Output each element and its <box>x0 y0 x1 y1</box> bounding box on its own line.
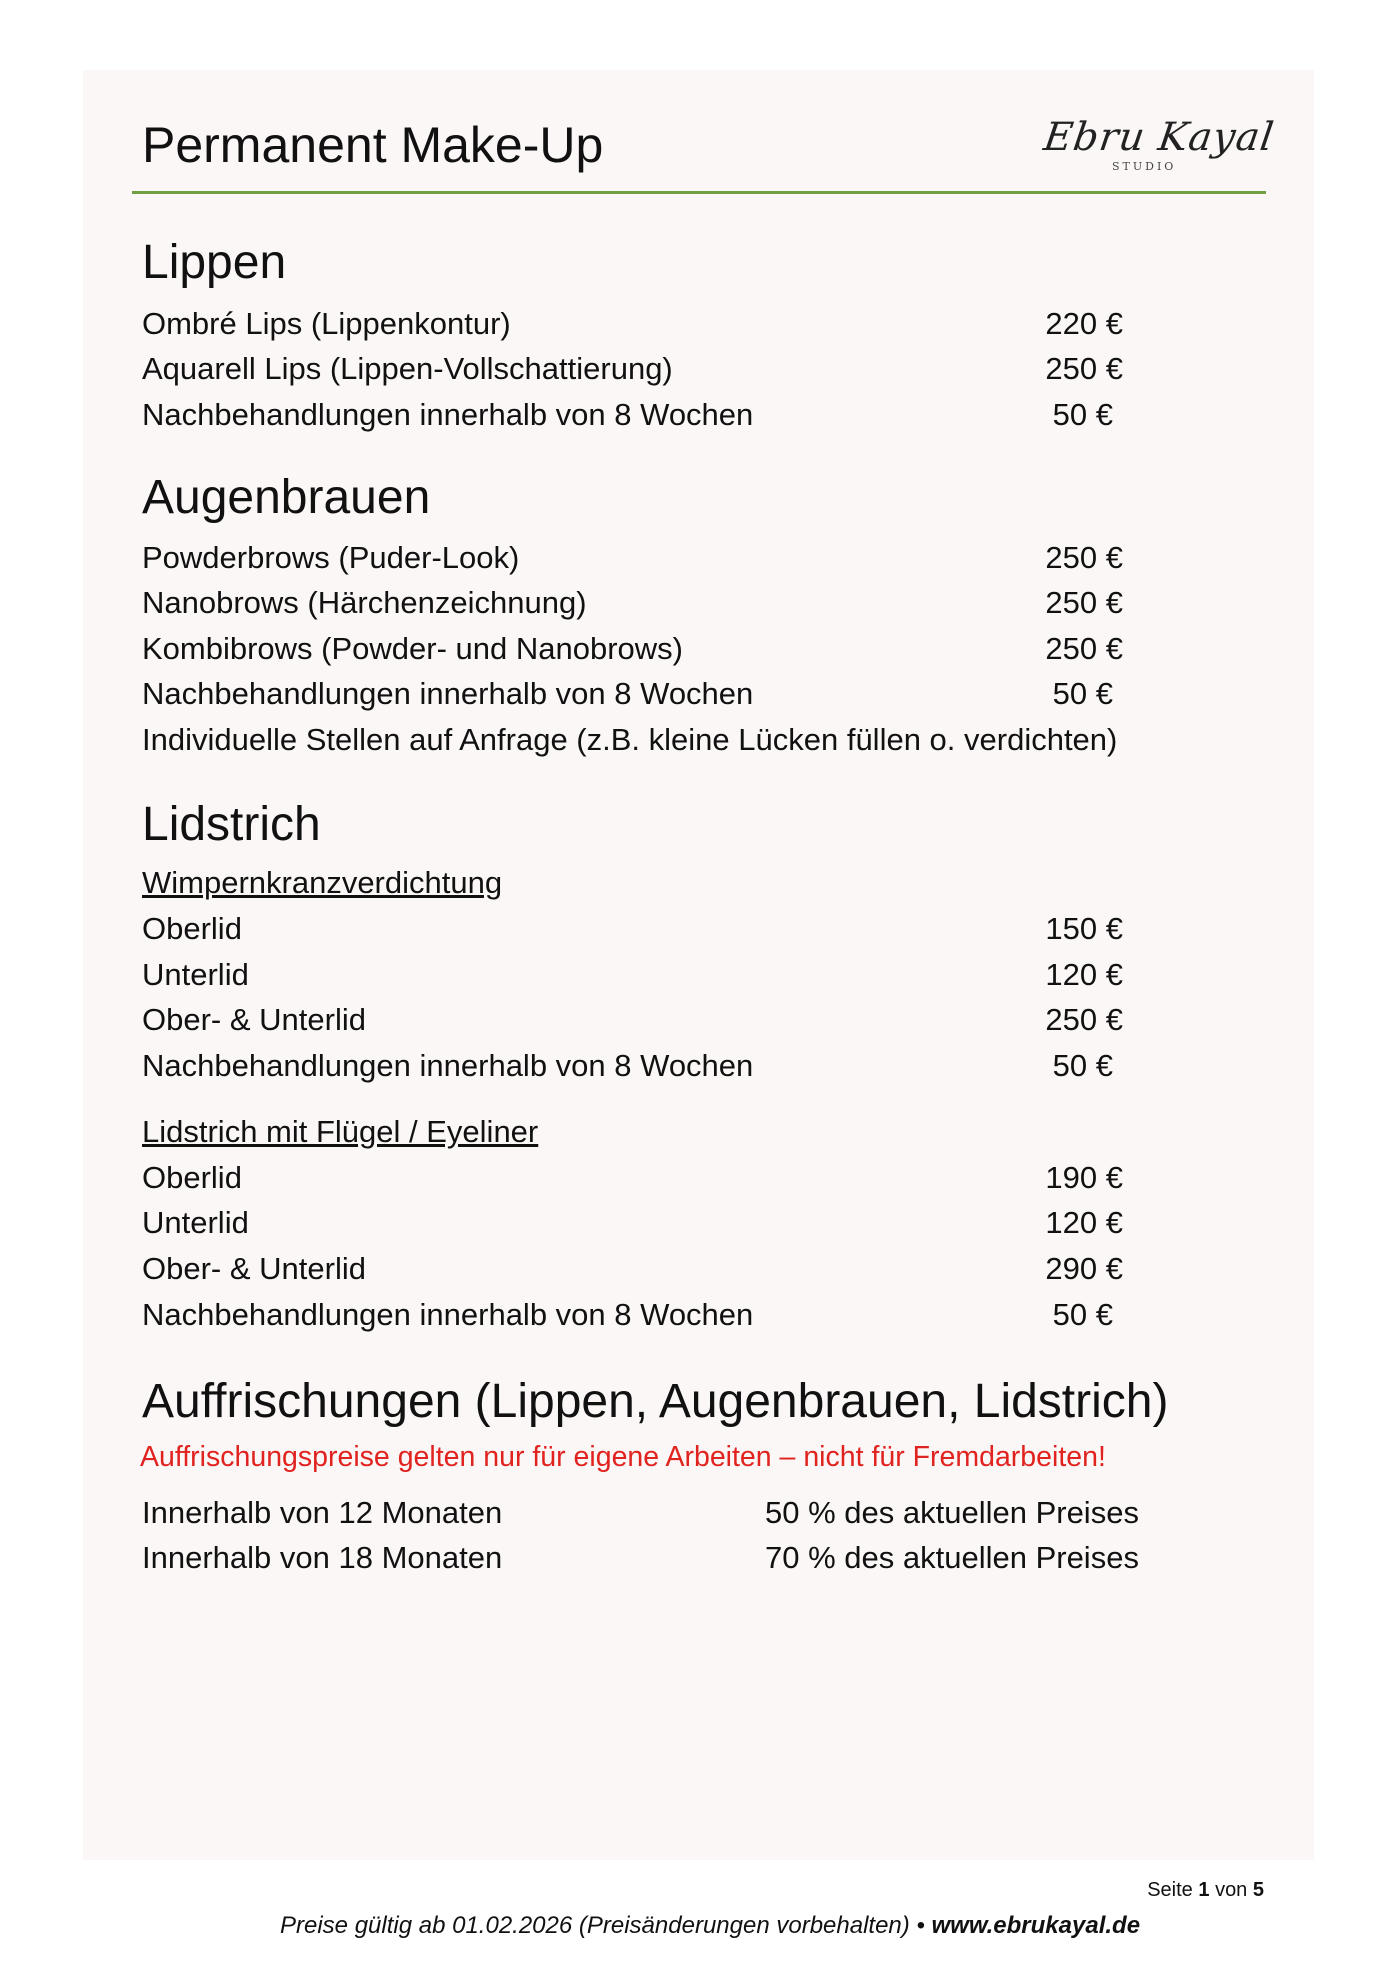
page-total: 5 <box>1252 1879 1264 1901</box>
price-row <box>142 909 1142 949</box>
website-link[interactable]: www.ebrukayal.de <box>931 1912 1141 1939</box>
service-label: Nachbehandlungen innerhalb von 8 Wochen <box>142 1297 754 1332</box>
service-label: Nachbehandlungen innerhalb von 8 Wochen <box>142 1048 754 1083</box>
service-price: 220 € <box>1045 306 1123 341</box>
logo-subtitle: STUDIO <box>1112 160 1177 173</box>
auffrischung-warning: Auffrischungspreise gelten nur für eigene Arbeiten – nicht für Fremdarbeiten! <box>140 1441 1106 1473</box>
service-price: 250 € <box>1045 351 1123 386</box>
price-row <box>142 1000 1142 1040</box>
page-current: 1 <box>1198 1879 1210 1901</box>
service-label: Nachbehandlungen innerhalb von 8 Wochen <box>142 676 754 711</box>
service-label: Unterlid <box>142 1205 249 1240</box>
service-price: 290 € <box>1045 1251 1123 1286</box>
service-label: Kombibrows (Powder- und Nanobrows) <box>142 631 684 666</box>
augenbrauen-note: Individuelle Stellen auf Anfrage (z.B. kleine Lücken füllen o. verdichten) <box>142 722 1118 757</box>
service-price: 150 € <box>1045 911 1123 946</box>
price-row <box>142 395 1142 435</box>
page-prefix: Seite <box>1147 1879 1193 1901</box>
page-indicator <box>1147 1877 1264 1903</box>
service-label: Nanobrows (Härchenzeichnung) <box>142 585 587 620</box>
price-row <box>142 629 1142 669</box>
service-label: Unterlid <box>142 957 249 992</box>
subheading-eyeliner: Lidstrich mit Flügel / Eyeliner <box>142 1114 539 1149</box>
refresh-row <box>142 1538 1142 1578</box>
service-price: 190 € <box>1045 1160 1123 1195</box>
subheading-wimpernkranz: Wimpernkranzverdichtung <box>142 865 503 900</box>
price-row <box>142 349 1142 389</box>
refresh-value: 70 % des aktuellen Preises <box>765 1540 1139 1575</box>
service-price: 250 € <box>1045 540 1123 575</box>
title-divider <box>132 191 1266 194</box>
service-label: Oberlid <box>142 1160 242 1195</box>
section-heading-auffrischungen: Auffrischungen (Lippen, Augenbrauen, Lidstrich) <box>142 1375 1169 1428</box>
service-price: 50 € <box>1052 1297 1113 1332</box>
service-price: 50 € <box>1052 1048 1113 1083</box>
service-label: Ober- & Unterlid <box>142 1002 366 1037</box>
logo-script: Ebru Kayal <box>1040 115 1277 160</box>
bullet-separator: • <box>916 1912 925 1939</box>
price-row <box>142 1295 1142 1335</box>
service-label: Ober- & Unterlid <box>142 1251 366 1286</box>
note-row <box>142 720 1142 760</box>
service-label: Nachbehandlungen innerhalb von 8 Wochen <box>142 397 754 432</box>
validity-note: Preise gültig ab 01.02.2026 (Preisänderungen vorbehalten) <box>280 1912 910 1939</box>
footer-line <box>280 1911 1140 1941</box>
price-row <box>142 1249 1142 1289</box>
price-row <box>142 1158 1142 1198</box>
price-row <box>142 1203 1142 1243</box>
price-row <box>142 538 1142 578</box>
refresh-value: 50 % des aktuellen Preises <box>765 1495 1139 1530</box>
price-row <box>142 1046 1142 1086</box>
studio-logo <box>1040 110 1277 180</box>
service-price: 120 € <box>1045 1205 1123 1240</box>
service-price: 250 € <box>1045 585 1123 620</box>
service-label: Aquarell Lips (Lippen-Vollschattierung) <box>142 351 673 386</box>
service-price: 50 € <box>1052 397 1113 432</box>
service-label: Oberlid <box>142 911 242 946</box>
section-heading-lidstrich: Lidstrich <box>142 798 321 851</box>
service-price: 50 € <box>1052 676 1113 711</box>
price-row <box>142 304 1142 344</box>
price-row <box>142 674 1142 714</box>
service-price: 250 € <box>1045 631 1123 666</box>
refresh-label: Innerhalb von 12 Monaten <box>142 1495 503 1530</box>
section-heading-lippen: Lippen <box>142 236 287 289</box>
price-row <box>142 955 1142 995</box>
refresh-row <box>142 1493 1142 1533</box>
page-mid: von <box>1215 1879 1248 1901</box>
section-heading-augenbrauen: Augenbrauen <box>142 471 431 524</box>
service-label: Ombré Lips (Lippenkontur) <box>142 306 511 341</box>
service-label: Powderbrows (Puder-Look) <box>142 540 520 575</box>
price-row <box>142 583 1142 623</box>
refresh-label: Innerhalb von 18 Monaten <box>142 1540 503 1575</box>
service-price: 250 € <box>1045 1002 1123 1037</box>
page-title: Permanent Make-Up <box>142 117 604 173</box>
service-price: 120 € <box>1045 957 1123 992</box>
